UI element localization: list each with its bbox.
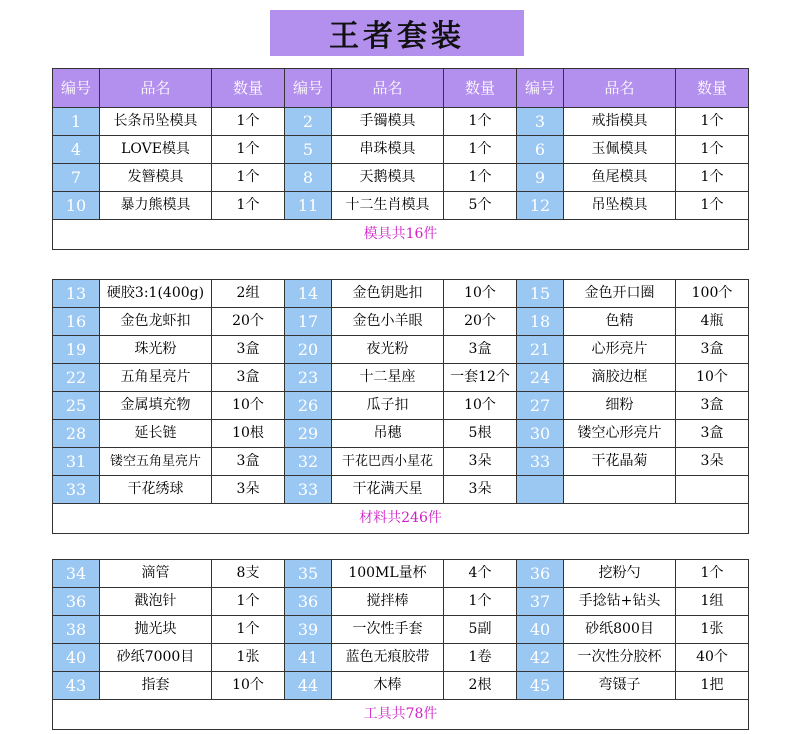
item-quantity: 1个: [676, 192, 749, 220]
item-quantity: 1个: [444, 588, 517, 616]
item-name: 夜光粉: [332, 336, 444, 364]
item-quantity: 1个: [212, 108, 285, 136]
item-quantity: 2组: [212, 280, 285, 308]
item-quantity: 20个: [212, 308, 285, 336]
table-row: [53, 392, 749, 420]
item-name: 滴管: [100, 560, 212, 588]
item-quantity: 3盒: [444, 336, 517, 364]
header-name: 品名: [100, 69, 212, 108]
item-number: 1: [53, 108, 100, 136]
item-number: 34: [53, 560, 100, 588]
item-number: 39: [285, 616, 332, 644]
item-quantity: 10个: [676, 364, 749, 392]
section-total: 模具共16件: [53, 220, 749, 250]
item-name: 吊穗: [332, 420, 444, 448]
table-row: [53, 108, 749, 136]
item-name: 一次性手套: [332, 616, 444, 644]
item-quantity: 3朵: [676, 448, 749, 476]
page-title: 王者套装: [329, 19, 465, 54]
item-name: 金色龙虾扣: [100, 308, 212, 336]
table-row: [53, 420, 749, 448]
item-name: 一次性分胶杯: [564, 644, 676, 672]
footer-row: [53, 504, 749, 534]
item-quantity: 1个: [676, 560, 749, 588]
item-name: 天鹅模具: [332, 164, 444, 192]
item-quantity: 40个: [676, 644, 749, 672]
table-row: [53, 560, 749, 588]
item-quantity: 5个: [444, 192, 517, 220]
item-name: 砂纸7000目: [100, 644, 212, 672]
item-name: 硬胶3:1(400g): [100, 280, 212, 308]
item-number: 45: [517, 672, 564, 700]
item-number: 31: [53, 448, 100, 476]
item-number: 13: [53, 280, 100, 308]
item-quantity: 2根: [444, 672, 517, 700]
item-name: 细粉: [564, 392, 676, 420]
item-number: 44: [285, 672, 332, 700]
item-name: 干花满天星: [332, 476, 444, 504]
item-number: 27: [517, 392, 564, 420]
item-quantity: 1个: [676, 108, 749, 136]
item-number: 3: [517, 108, 564, 136]
item-name: LOVE模具: [100, 136, 212, 164]
item-number: 17: [285, 308, 332, 336]
item-number: 35: [285, 560, 332, 588]
item-quantity: 一套12个: [444, 364, 517, 392]
item-number: 29: [285, 420, 332, 448]
item-quantity: [676, 476, 749, 504]
header-num: 编号: [517, 69, 564, 108]
item-name: 弯镊子: [564, 672, 676, 700]
item-quantity: 8支: [212, 560, 285, 588]
table-row: [53, 364, 749, 392]
item-name: 戳泡针: [100, 588, 212, 616]
item-number: 33: [517, 448, 564, 476]
item-quantity: 1个: [444, 164, 517, 192]
item-number: 6: [517, 136, 564, 164]
item-name: 金色开口圈: [564, 280, 676, 308]
item-number: 18: [517, 308, 564, 336]
item-quantity: 1个: [212, 164, 285, 192]
item-quantity: 4瓶: [676, 308, 749, 336]
item-name: 搅拌棒: [332, 588, 444, 616]
header-qty: 数量: [444, 69, 517, 108]
item-name: 五角星亮片: [100, 364, 212, 392]
item-number: 30: [517, 420, 564, 448]
item-quantity: 1个: [444, 108, 517, 136]
molds-table: [52, 68, 749, 250]
item-quantity: 3盒: [676, 420, 749, 448]
item-quantity: 1卷: [444, 644, 517, 672]
item-quantity: 3盒: [212, 336, 285, 364]
item-name: 干花巴西小星花: [332, 448, 444, 476]
item-number: 41: [285, 644, 332, 672]
header-name: 品名: [332, 69, 444, 108]
item-number: 37: [517, 588, 564, 616]
item-quantity: 1组: [676, 588, 749, 616]
item-quantity: 1个: [212, 616, 285, 644]
item-name: 干花绣球: [100, 476, 212, 504]
item-name: 木棒: [332, 672, 444, 700]
table-row: [53, 588, 749, 616]
table-row: [53, 644, 749, 672]
item-quantity: 1张: [212, 644, 285, 672]
item-number: 43: [53, 672, 100, 700]
item-quantity: 5副: [444, 616, 517, 644]
item-quantity: 1个: [676, 136, 749, 164]
item-number: 20: [285, 336, 332, 364]
item-number: 4: [53, 136, 100, 164]
item-quantity: 1把: [676, 672, 749, 700]
item-quantity: 1张: [676, 616, 749, 644]
title-banner: [270, 10, 524, 56]
item-number: 25: [53, 392, 100, 420]
materials-table: [52, 279, 749, 534]
item-name: 心形亮片: [564, 336, 676, 364]
item-number: [517, 476, 564, 504]
item-number: 11: [285, 192, 332, 220]
footer-row: [53, 700, 749, 730]
item-name: 延长链: [100, 420, 212, 448]
item-quantity: 10个: [444, 280, 517, 308]
item-name: 金色小羊眼: [332, 308, 444, 336]
footer-row: [53, 220, 749, 250]
item-name: 十二生肖模具: [332, 192, 444, 220]
item-quantity: 3盒: [676, 392, 749, 420]
item-name: 色精: [564, 308, 676, 336]
item-quantity: 4个: [444, 560, 517, 588]
item-name: 抛光块: [100, 616, 212, 644]
item-quantity: 5根: [444, 420, 517, 448]
item-number: 14: [285, 280, 332, 308]
item-quantity: 1个: [676, 164, 749, 192]
item-quantity: 3盒: [676, 336, 749, 364]
item-name: 金属填充物: [100, 392, 212, 420]
item-number: 22: [53, 364, 100, 392]
item-name: 戒指模具: [564, 108, 676, 136]
item-quantity: 10个: [444, 392, 517, 420]
item-number: 28: [53, 420, 100, 448]
item-number: 15: [517, 280, 564, 308]
item-name: 砂纸800目: [564, 616, 676, 644]
item-number: 36: [285, 588, 332, 616]
item-quantity: 3朵: [444, 448, 517, 476]
item-number: 19: [53, 336, 100, 364]
item-name: 镂空五角星亮片: [100, 448, 212, 476]
item-name: 手镯模具: [332, 108, 444, 136]
tools-table: [52, 559, 749, 730]
item-quantity: 10个: [212, 392, 285, 420]
item-name: 滴胶边框: [564, 364, 676, 392]
item-name: 发簪模具: [100, 164, 212, 192]
item-name: 挖粉勺: [564, 560, 676, 588]
section-total: 材料共246件: [53, 504, 749, 534]
item-number: 9: [517, 164, 564, 192]
item-number: 5: [285, 136, 332, 164]
table-row: [53, 672, 749, 700]
item-name: 指套: [100, 672, 212, 700]
table-row: [53, 192, 749, 220]
item-quantity: 100个: [676, 280, 749, 308]
item-name: 鱼尾模具: [564, 164, 676, 192]
item-number: 21: [517, 336, 564, 364]
item-number: 33: [53, 476, 100, 504]
item-quantity: 1个: [212, 192, 285, 220]
table-row: [53, 476, 749, 504]
item-number: 2: [285, 108, 332, 136]
header-num: 编号: [53, 69, 100, 108]
section-total: 工具共78件: [53, 700, 749, 730]
item-quantity: 1个: [212, 588, 285, 616]
item-number: 32: [285, 448, 332, 476]
item-number: 26: [285, 392, 332, 420]
item-quantity: 10根: [212, 420, 285, 448]
item-quantity: 3朵: [444, 476, 517, 504]
table-row: [53, 336, 749, 364]
header-row: [53, 69, 749, 108]
item-quantity: 3朵: [212, 476, 285, 504]
header-name: 品名: [564, 69, 676, 108]
item-name: 长条吊坠模具: [100, 108, 212, 136]
item-number: 36: [517, 560, 564, 588]
header-qty: 数量: [212, 69, 285, 108]
table-row: [53, 280, 749, 308]
item-number: 40: [53, 644, 100, 672]
item-name: 金色钥匙扣: [332, 280, 444, 308]
item-name: 蓝色无痕胶带: [332, 644, 444, 672]
item-number: 33: [285, 476, 332, 504]
item-name: 十二星座: [332, 364, 444, 392]
item-number: 42: [517, 644, 564, 672]
item-name: 暴力熊模具: [100, 192, 212, 220]
item-quantity: 1个: [212, 136, 285, 164]
table-row: [53, 308, 749, 336]
item-quantity: 20个: [444, 308, 517, 336]
item-name: 手捻钻+钻头: [564, 588, 676, 616]
item-number: 24: [517, 364, 564, 392]
header-qty: 数量: [676, 69, 749, 108]
item-name: [564, 476, 676, 504]
item-number: 38: [53, 616, 100, 644]
item-quantity: 3盒: [212, 448, 285, 476]
item-name: 吊坠模具: [564, 192, 676, 220]
table-row: [53, 616, 749, 644]
item-number: 10: [53, 192, 100, 220]
item-quantity: 1个: [444, 136, 517, 164]
item-name: 镂空心形亮片: [564, 420, 676, 448]
item-number: 8: [285, 164, 332, 192]
item-number: 23: [285, 364, 332, 392]
table-row: [53, 448, 749, 476]
item-quantity: 10个: [212, 672, 285, 700]
table-row: [53, 164, 749, 192]
item-number: 40: [517, 616, 564, 644]
item-name: 串珠模具: [332, 136, 444, 164]
table-row: [53, 136, 749, 164]
item-number: 16: [53, 308, 100, 336]
item-name: 干花晶菊: [564, 448, 676, 476]
item-name: 珠光粉: [100, 336, 212, 364]
item-name: 100ML量杯: [332, 560, 444, 588]
item-name: 玉佩模具: [564, 136, 676, 164]
header-num: 编号: [285, 69, 332, 108]
item-quantity: 3盒: [212, 364, 285, 392]
item-number: 36: [53, 588, 100, 616]
item-name: 瓜子扣: [332, 392, 444, 420]
item-number: 12: [517, 192, 564, 220]
item-number: 7: [53, 164, 100, 192]
